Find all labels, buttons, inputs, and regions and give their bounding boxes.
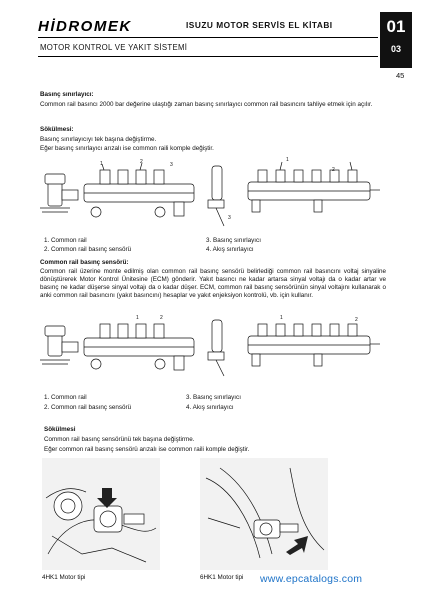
legend-item: 1. Common rail — [44, 394, 87, 401]
common-rail-assembly-drawing — [204, 314, 382, 382]
sensor-removal-line: Common rail basınç sensörünü tek başına değiştirme. — [44, 436, 195, 443]
callout-number: 3 — [228, 215, 231, 221]
callout-number: 1 — [286, 157, 289, 163]
callout-number: 2 — [140, 159, 143, 165]
limiter-removal-line: Eğer basınç sınırlayıcı arızalı ise common raili komple değiştir. — [40, 145, 214, 152]
sensor-text: Common rail üzerine monte edilmiş olan common rail basınç sensörü belirlediği common rail basıncını voltaj sinyaline dönüştürerek Motor Kontrol Ünitesine (ECM) gönderir. Yakıt basıncı ne kadar artarsa sinyal voltajı da o kadar artar ve basınç ne kadar düşerse sinyal voltajı da o kadar düşer. ECM, common rail basınç sensörünün sinyal voltajını kullanarak o anki common rail basıncını (yakıt basıncını) hesaplar ve yakıt enjeksiyon kontrolü, vb. için kullanır. — [40, 268, 386, 299]
photo-caption: 4HK1 Motor tipi — [42, 574, 86, 581]
callout-number: 1 — [280, 315, 283, 321]
limiter-heading: Basınç sınırlayıcı: — [40, 91, 94, 98]
header-rule — [38, 37, 378, 38]
book-title: ISUZU MOTOR SERVİS EL KİTABI — [186, 20, 333, 30]
legend-item: 3. Basınç sınırlayıcı — [186, 394, 241, 401]
limiter-removal-heading: Sökülmesi: — [40, 126, 74, 133]
common-rail-sensor-drawing — [40, 318, 200, 380]
brand-logo: HİDROMEK — [38, 18, 132, 35]
limiter-text: Common rail basıncı 2000 bar değerine ulaştığı zaman basınç sınırlayıcı common rail basıncını tahliye etmek için açılır. — [40, 101, 373, 108]
callout-number: 2 — [332, 167, 335, 173]
chapter-tab — [380, 12, 412, 68]
legend-item: 1. Common rail — [44, 237, 87, 244]
sensor-heading: Common rail basınç sensörü: — [40, 259, 129, 266]
legend-item: 3. Basınç sınırlayıcı — [206, 237, 261, 244]
chapter-subsection: 03 — [390, 44, 401, 54]
legend-item: 4. Akış sınırlayıcı — [186, 404, 234, 411]
header-rule — [38, 56, 378, 57]
section-title: MOTOR KONTROL VE YAKIT SİSTEMİ — [40, 43, 188, 52]
sensor-removal-line: Eğer common rail basınç sensörü arızalı ise common raili komple değiştir. — [44, 446, 250, 453]
engine-photo-6hk1 — [200, 458, 328, 570]
engine-photo-4hk1 — [42, 458, 160, 570]
chapter-number: 01 — [386, 17, 406, 36]
photo-caption: 6HK1 Motor tipi — [200, 574, 244, 581]
page-number: 45 — [396, 71, 405, 80]
callout-number: 3 — [170, 162, 173, 168]
legend-item: 2. Common rail basınç sensörü — [44, 246, 132, 253]
watermark-link[interactable]: www.epcatalogs.com — [260, 573, 363, 585]
callout-number: 2 — [160, 315, 163, 321]
legend-item: 2. Common rail basınç sensörü — [44, 404, 132, 411]
common-rail-limiter-drawing — [40, 160, 200, 230]
limiter-removal-line: Basınç sınırlayıcıyı tek başına değiştirme. — [40, 136, 157, 143]
callout-number: 1 — [136, 315, 139, 321]
legend-item: 4. Akış sınırlayıcı — [206, 246, 254, 253]
callout-number: 2 — [355, 317, 358, 323]
sensor-removal-heading: Sökülmesi — [44, 426, 76, 433]
callout-number: 1 — [100, 161, 103, 167]
